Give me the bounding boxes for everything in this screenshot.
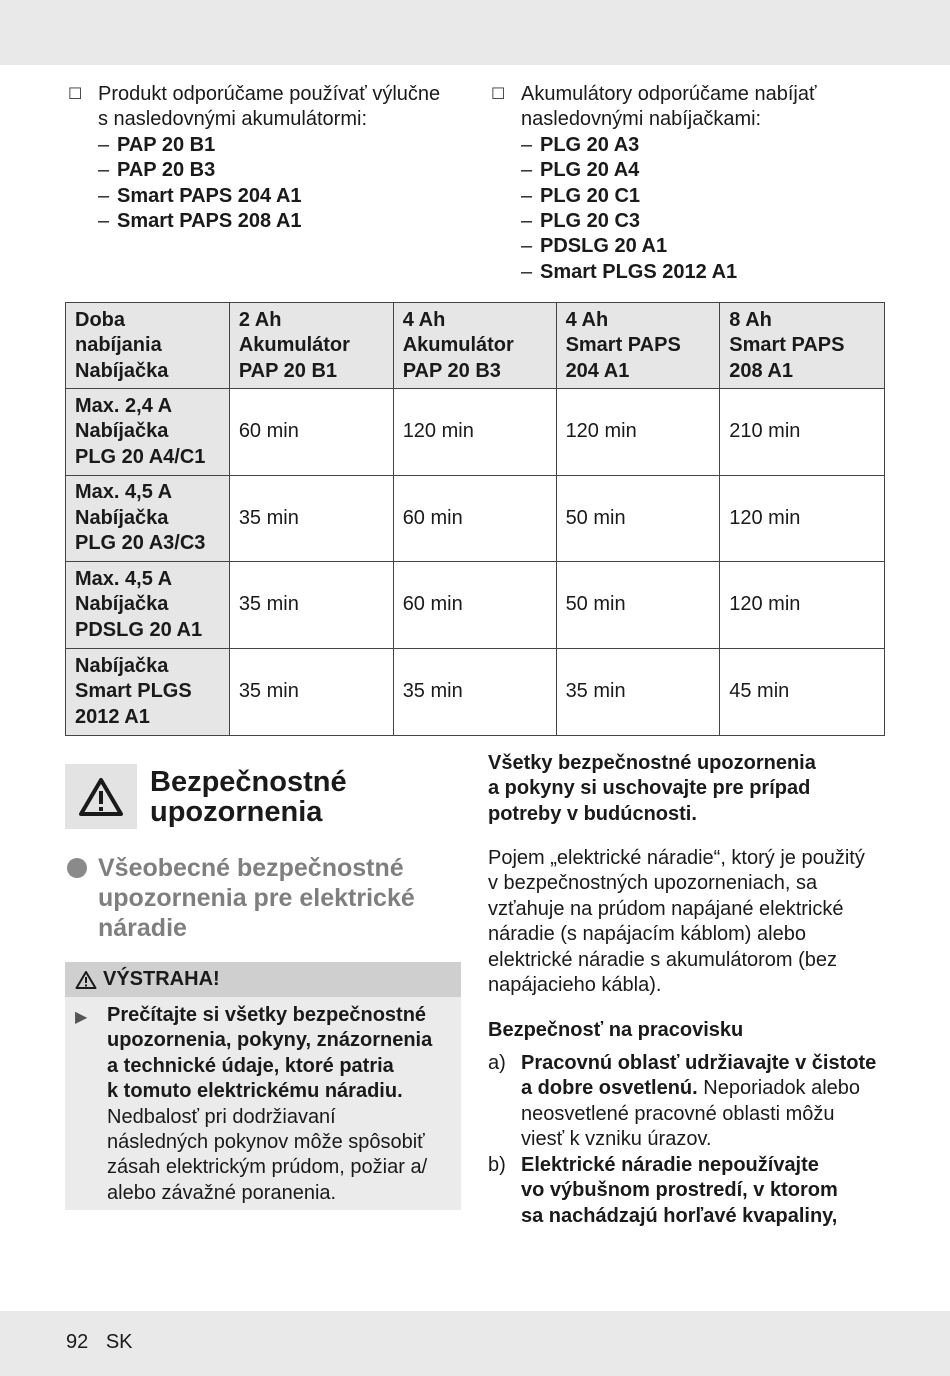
row-header-cell: Max. 4,5 A Nabíjačka PLG 20 A3/C3 [66,476,230,562]
page-footer [66,1331,145,1354]
table-cell: 60 min [229,389,393,476]
item-letter: b) [488,1154,506,1176]
header-band [0,0,950,65]
warning-bold-line: a technické údaje, ktoré patria [107,1054,394,1077]
warning-box [65,962,461,1210]
keep-instructions-paragraph: Všetky bezpečnostné upozornenia a pokyny si uschovajte pre prípad potreby v budúcnosti. [488,752,816,825]
table-cell: 35 min [556,649,720,736]
table-cell: 45 min [720,649,885,736]
list-item: – Smart PAPS 208 A1 [68,209,468,234]
table-cell: 60 min [393,562,556,649]
warning-text-line: následných pokynov môže spôsobiť [107,1131,425,1154]
term-definition-paragraph: Pojem „elektrické náradie“, ktorý je použitý v bezpečnostných upozorneniach, sa vzťahuje na prúdom napájané elektrické náradie (s napájacím káblom) alebo elektrické náradie s akumulátorom (bez napájacieho kábla). [488,847,865,997]
table-row [66,562,885,649]
workplace-heading: Bezpečnosť na pracovisku [488,1019,744,1041]
table-header-cell: Doba nabíjania Nabíjačka [66,303,230,389]
subsection-title-line: upozornenia pre elektrické [98,884,415,912]
checkbox-bullet-icon: ☐ [68,86,83,103]
warning-text-line: zásah elektrickým prúdom, požiar a/ [107,1156,428,1179]
list-item: – PLG 20 C1 [491,184,891,209]
row-header-cell: Max. 2,4 A Nabíjačka PLG 20 A4/C1 [66,389,230,476]
table-cell: 35 min [393,649,556,736]
table-row [66,476,885,562]
table-cell: 50 min [556,476,720,562]
table-row [66,649,885,736]
table-cell: 120 min [720,562,885,649]
checkbox-bullet-icon: ☐ [491,86,506,103]
intro-text: Akumulátory odporúčame nabíjať [521,83,817,105]
language-code: SK [105,1331,133,1353]
warning-small-icon [75,970,97,990]
table-cell: 120 min [556,389,720,476]
warning-bold-line: upozornenia, pokyny, znázornenia [107,1029,433,1052]
row-header-cell: Max. 4,5 A Nabíjačka PDSLG 20 A1 [66,562,230,649]
section-title: Bezpečnostné upozornenia [150,765,347,828]
subsection-title-line: Všeobecné bezpečnostné [98,854,404,882]
warning-text-line: alebo závažné poranenia. [107,1181,337,1204]
table-cell: 210 min [720,389,885,476]
page-number: 92 [66,1331,89,1353]
item-letter: a) [488,1052,506,1074]
intro-text: Produkt odporúčame používať výlučne [98,83,441,105]
list-item: – Smart PLGS 2012 A1 [491,260,891,285]
intro-text: nasledovnými nabíjačkami: [521,108,762,131]
table-cell: 35 min [229,476,393,562]
bullet-dot-icon [67,858,87,878]
table-cell: 50 min [556,562,720,649]
warning-label: VÝSTRAHA! [103,968,220,990]
list-item: – PLG 20 A4 [491,158,891,183]
list-item-b: b) Elektrické náradie nepoužívajte vo výbušnom prostredí, v ktorom sa nachádzajú horľavé kvapaliny, [488,1153,888,1229]
subsection-title-line: náradie [98,914,187,942]
table-header-cell: 4 Ah Smart PAPS 204 A1 [556,303,720,389]
table-header-cell: 8 Ah Smart PAPS 208 A1 [720,303,885,389]
charging-time-table [65,302,885,736]
row-header-cell: Nabíjačka Smart PLGS 2012 A1 [66,649,230,736]
table-header-cell: 4 Ah Akumulátor PAP 20 B3 [393,303,556,389]
list-item: – Smart PAPS 204 A1 [68,184,468,209]
list-item: – PLG 20 C3 [491,209,891,234]
battery-list [68,133,468,235]
table-cell: 60 min [393,476,556,562]
subsection-heading [67,853,467,943]
table-header-row [66,303,885,389]
list-item: – PAP 20 B1 [68,133,468,158]
warning-text-line: Nedbalosť pri dodržiavaní [107,1105,336,1128]
table-row [66,389,885,476]
arrow-bullet-icon: ▶ [75,1009,88,1026]
warning-bold-line: k tomuto elektrickému náradiu. [107,1080,403,1103]
warning-triangle-icon [65,764,137,829]
batteries-recommendation [68,82,468,234]
table-header-cell: 2 Ah Akumulátor PAP 20 B1 [229,303,393,389]
intro-text: s nasledovnými akumulátormi: [98,108,367,131]
section-heading [65,764,465,829]
table-cell: 120 min [720,476,885,562]
table-cell: 120 min [393,389,556,476]
chargers-recommendation [491,82,891,285]
warning-bold-line: Prečítajte si všetky bezpečnostné [107,1004,427,1026]
table-cell: 35 min [229,562,393,649]
charger-list [491,133,891,285]
table-cell: 35 min [229,649,393,736]
list-item: – PAP 20 B3 [68,158,468,183]
list-item: – PDSLG 20 A1 [491,234,891,259]
list-item-a: a) Pracovnú oblasť udržiavajte v čistote a dobre osvetlenú. Neporiadok alebo neosvetlené pracovné oblasti môžu viesť k vzniku úrazov. [488,1051,888,1153]
warning-header [65,962,461,997]
list-item: – PLG 20 A3 [491,133,891,158]
